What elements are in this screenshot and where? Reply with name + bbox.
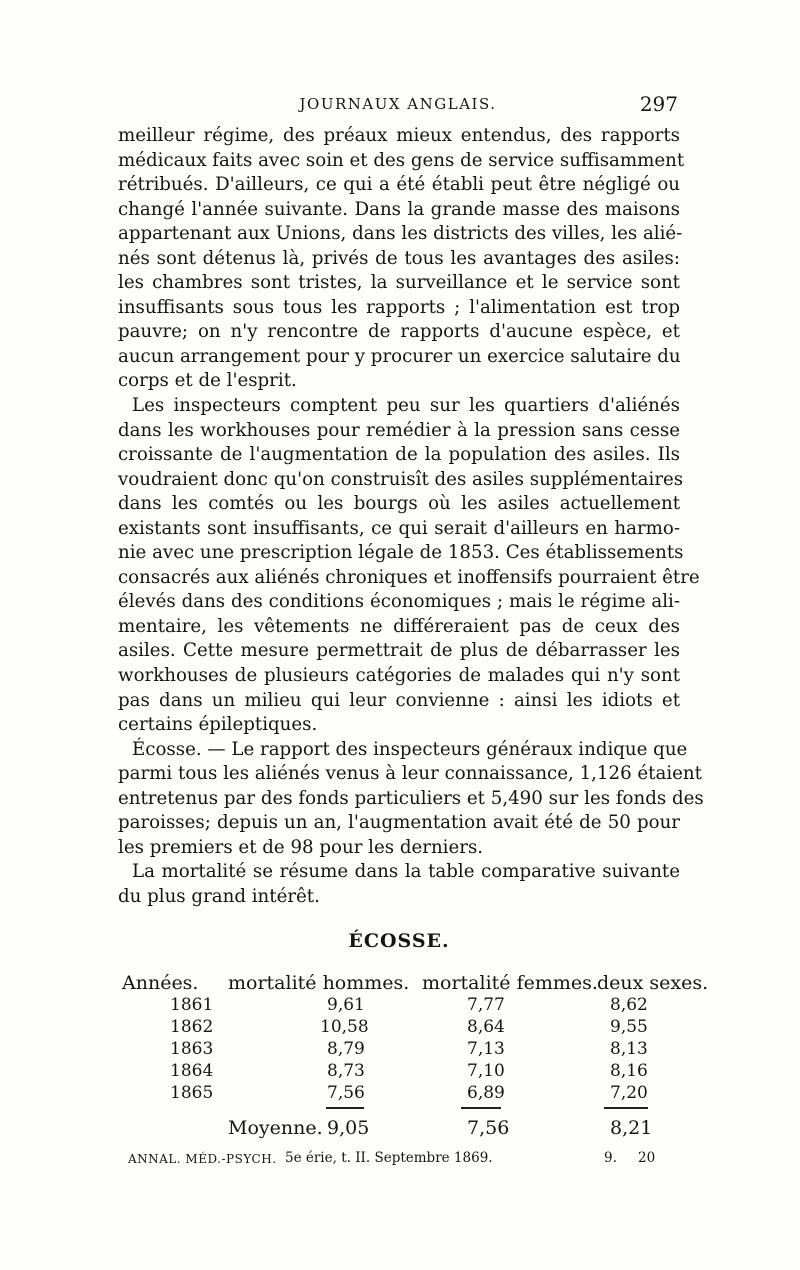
cell-men: 8,79 — [327, 1039, 365, 1059]
text-line: existants sont insuffisants, ce qui serait d'ailleurs en harmo- — [118, 517, 680, 539]
footer-sheet: 20 — [638, 1150, 656, 1166]
cell-women: 8,64 — [467, 1017, 505, 1037]
text-line: aucun arrangement pour y procurer un exercice salutaire du — [118, 345, 681, 367]
average-label: Moyenne. — [228, 1117, 323, 1139]
running-head — [118, 92, 678, 116]
text-line: voudraient donc qu'on construisît des asiles supplémentaires — [118, 468, 684, 490]
average-women: 7,56 — [467, 1117, 510, 1139]
cell-men: 10,58 — [320, 1017, 369, 1037]
text-line: changé l'année suivante. Dans la grande masse des maisons — [118, 198, 680, 220]
text-line: croissante de l'augmentation de la population des asiles. Ils — [118, 444, 680, 466]
text-line: workhouses de plusieurs catégories de malades qui n'y sont — [118, 665, 680, 687]
text-line: mentaire, les vêtements ne différeraient pas de ceux des — [118, 615, 680, 637]
cell-year: 1862 — [170, 1017, 214, 1037]
cell-year: 1864 — [170, 1061, 214, 1081]
cell-both: 8,16 — [610, 1061, 648, 1081]
text-line: certains épileptiques. — [118, 714, 318, 736]
cell-women: 7,77 — [467, 995, 505, 1015]
text-line-ecosse: Écosse. — Le rapport des inspecteurs généraux indique que — [132, 738, 688, 760]
text-line: asiles. Cette mesure permettrait de plus de débarrasser les — [118, 640, 680, 662]
cell-men: 7,56 — [327, 1083, 365, 1103]
body-text — [118, 124, 704, 910]
sum-rule-both — [604, 1107, 648, 1109]
text-line: nie avec une prescription légale de 1853. Ces établissements — [118, 542, 684, 564]
text-line: les premiers et de 98 pour les derniers. — [118, 836, 484, 858]
header-women: mortalité femmes. — [422, 972, 598, 994]
cell-men: 9,61 — [327, 995, 365, 1015]
text-line: pauvre; on n'y rencontre de rapports d'aucune espèce, et — [118, 321, 680, 343]
text-line: rétribués. D'ailleurs, ce qui a été établi peut être négligé ou — [118, 174, 680, 196]
text-line: pas dans un milieu qui leur convienne : ainsi les idiots et — [118, 689, 680, 711]
text-line: Les inspecteurs comptent peu sur les quartiers d'aliénés — [132, 395, 680, 417]
text-line: La mortalité se résume dans la table comparative suivante — [132, 861, 680, 883]
cell-women: 6,89 — [467, 1083, 505, 1103]
footer-journal: ANNAL. MÉD.-PSYCH. — [128, 1152, 277, 1166]
header-years: Années. — [122, 972, 199, 994]
average-both: 8,21 — [610, 1117, 653, 1139]
text-line: les chambres sont tristes, la surveillance et le service sont — [118, 272, 680, 294]
cell-men: 8,73 — [327, 1061, 365, 1081]
table-title: ÉCOSSE. — [348, 930, 450, 952]
text-line: dans les workhouses pour remédier à la pression sans cesse — [118, 419, 680, 441]
sum-rule-men — [326, 1107, 364, 1109]
text-line: corps et de l'esprit. — [118, 370, 297, 392]
table-row — [0, 995, 800, 1017]
text-line: du plus grand intérêt. — [118, 885, 320, 907]
footer-signature: 9. — [604, 1150, 617, 1166]
cell-both: 9,55 — [610, 1017, 648, 1037]
cell-women: 7,13 — [467, 1039, 505, 1059]
cell-women: 7,10 — [467, 1061, 505, 1081]
table-row — [0, 1061, 800, 1083]
text-line: paroisses; depuis un an, l'augmentation avait été de 50 pour — [118, 812, 680, 834]
table-row — [0, 1039, 800, 1061]
text-line: nés sont détenus là, privés de tous les avantages des asiles: — [118, 247, 680, 269]
footer-series: 5e érie, t. II. Septembre 1869. — [285, 1150, 493, 1166]
average-men: 9,05 — [327, 1117, 370, 1139]
sum-rule-women — [461, 1107, 501, 1109]
cell-both: 8,62 — [610, 995, 648, 1015]
text-line: consacrés aux aliénés chroniques et inoffensifs pourraient être — [118, 566, 700, 588]
header-men: mortalité hommes. — [228, 972, 410, 994]
cell-both: 7,20 — [610, 1083, 648, 1103]
text-line: élevés dans des conditions économiques ; mais le régime ali- — [118, 591, 680, 613]
text-line: médicaux faits avec soin et des gens de service suffisamment — [118, 149, 685, 171]
page-footer — [128, 1150, 688, 1172]
page-number: 297 — [639, 92, 678, 116]
text-line: appartenant aux Unions, dans les districts des villes, les alié- — [118, 223, 683, 245]
average-row — [0, 1117, 800, 1143]
table-row — [0, 1083, 800, 1105]
table-row — [0, 1017, 800, 1039]
running-title: JOURNAUX ANGLAIS. — [299, 95, 497, 113]
text-line: meilleur régime, des préaux mieux entendus, des rapports — [118, 125, 680, 146]
text-line: parmi tous les aliénés venus à leur connaissance, 1,126 étaient — [118, 763, 702, 785]
cell-year: 1861 — [170, 995, 214, 1015]
text-line: dans les comtés ou les bourgs où les asiles actuellement — [118, 493, 680, 515]
text-line: entretenus par des fonds particuliers et 5,490 sur les fonds des — [118, 787, 704, 809]
header-both: deux sexes. — [597, 972, 709, 994]
text-line: insuffisants sous tous les rapports ; l'alimentation est trop — [118, 296, 680, 318]
cell-both: 8,13 — [610, 1039, 648, 1059]
cell-year: 1863 — [170, 1039, 214, 1059]
cell-year: 1865 — [170, 1083, 214, 1103]
